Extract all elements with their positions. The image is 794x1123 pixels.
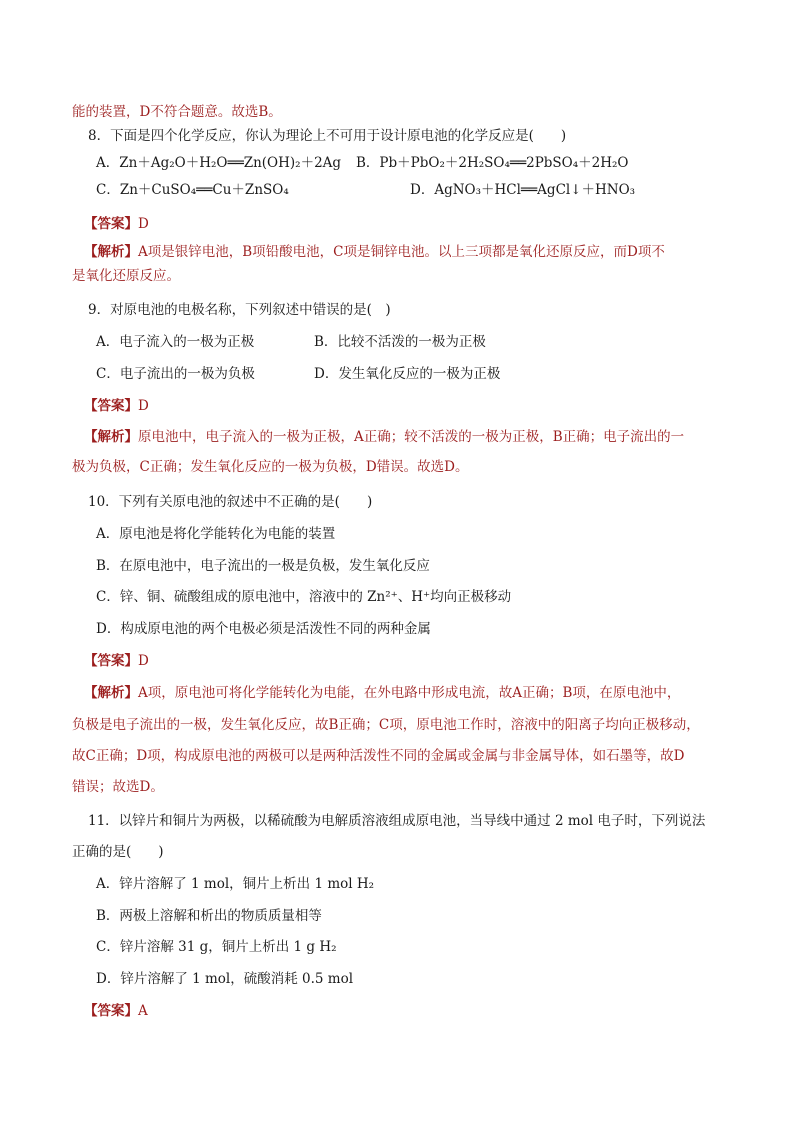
q10-analysis-line-1 [84, 683, 680, 703]
q9-stem: 9．对原电池的电极名称，下列叙述中错误的是( ) [88, 302, 391, 318]
analysis-text: A项是银锌电池，B项铅酸电池，C项是铜锌电池。以上三项都是氧化还原反应，而D项不 [138, 244, 665, 260]
q9-option-a: A．电子流入的一极为正极 [96, 334, 255, 350]
answer-value: A [138, 1003, 148, 1019]
analysis-tag: 【解析】 [84, 244, 138, 260]
previous-analysis-continuation: 能的装置，D不符合题意。故选B。 [72, 104, 282, 120]
answer-value: D [138, 398, 149, 414]
answer-tag: 【答案】 [84, 653, 138, 669]
q10-option-c: C．锌、铜、硫酸组成的原电池中，溶液中的 Zn²⁺、H⁺均向正极移动 [96, 589, 512, 605]
q9-answer [84, 396, 149, 416]
q10-option-d: D．构成原电池的两个电极必须是活泼性不同的两种金属 [96, 621, 431, 637]
q11-option-c: C．锌片溶解 31 g，铜片上析出 1 g H₂ [96, 939, 337, 955]
answer-value: D [138, 216, 149, 232]
q8-stem: 8．下面是四个化学反应，你认为理论上不可用于设计原电池的化学反应是( ) [88, 128, 567, 144]
q8-analysis-line-1 [84, 242, 665, 262]
q10-analysis-line-2: 负极是电子流出的一极，发生氧化反应，故B正确；C项，原电池工作时，溶液中的阳离子均向正极移动， [72, 717, 700, 733]
answer-tag: 【答案】 [84, 398, 138, 414]
q8-option-b: B．Pb＋PbO₂＋2H₂SO₄══2PbSO₄＋2H₂O [356, 155, 629, 171]
q10-option-a: A．原电池是将化学能转化为电能的装置 [96, 526, 336, 542]
answer-tag: 【答案】 [84, 1003, 138, 1019]
analysis-tag: 【解析】 [84, 685, 138, 701]
q11-stem-line-1: 11．以锌片和铜片为两极，以稀硫酸为电解质溶液组成原电池，当导线中通过 2 mol 电子时，下列说法 [88, 813, 706, 829]
analysis-text: A项，原电池可将化学能转化为电能，在外电路中形成电流，故A正确；B项，在原电池中， [138, 685, 681, 701]
q11-option-d: D．锌片溶解了 1 mol，硫酸消耗 0.5 mol [96, 971, 354, 987]
q10-analysis-line-4: 错误；故选D。 [72, 779, 164, 795]
q9-analysis-line-2: 极为负极，C正确；发生氧化反应的一极为负极，D错误。故选D。 [72, 459, 469, 475]
q10-stem: 10．下列有关原电池的叙述中不正确的是( ) [88, 494, 373, 510]
q9-option-b: B．比较不活泼的一极为正极 [314, 334, 486, 350]
q9-option-d: D．发生氧化反应的一极为正极 [314, 366, 501, 382]
q8-option-d: D．AgNO₃＋HCl══AgCl↓＋HNO₃ [410, 182, 636, 198]
answer-value: D [138, 653, 149, 669]
q10-answer [84, 651, 149, 671]
analysis-text: 原电池中，电子流入的一极为正极，A正确；较不活泼的一极为正极，B正确；电子流出的一 [138, 429, 685, 445]
q11-answer [84, 1001, 148, 1021]
answer-tag: 【答案】 [84, 216, 138, 232]
q11-option-b: B．两极上溶解和析出的物质质量相等 [96, 908, 322, 924]
analysis-tag: 【解析】 [84, 429, 138, 445]
q8-analysis-line-2: 是氧化还原反应。 [72, 268, 180, 284]
q10-option-b: B．在原电池中，电子流出的一极是负极，发生氧化反应 [96, 558, 430, 574]
q8-option-a: A．Zn＋Ag₂O＋H₂O══Zn(OH)₂＋2Ag [96, 155, 342, 171]
q10-analysis-line-3: 故C正确；D项，构成原电池的两极可以是两种活泼性不同的金属或金属与非金属导体，如石墨等，故D [72, 748, 685, 764]
q11-stem-line-2: 正确的是( ) [72, 844, 164, 860]
q9-analysis-line-1 [84, 427, 684, 447]
q8-option-c: C．Zn＋CuSO₄══Cu＋ZnSO₄ [96, 182, 289, 198]
q9-option-c: C．电子流出的一极为负极 [96, 366, 255, 382]
q11-option-a: A．锌片溶解了 1 mol，铜片上析出 1 mol H₂ [96, 876, 375, 892]
q8-answer [84, 214, 149, 234]
